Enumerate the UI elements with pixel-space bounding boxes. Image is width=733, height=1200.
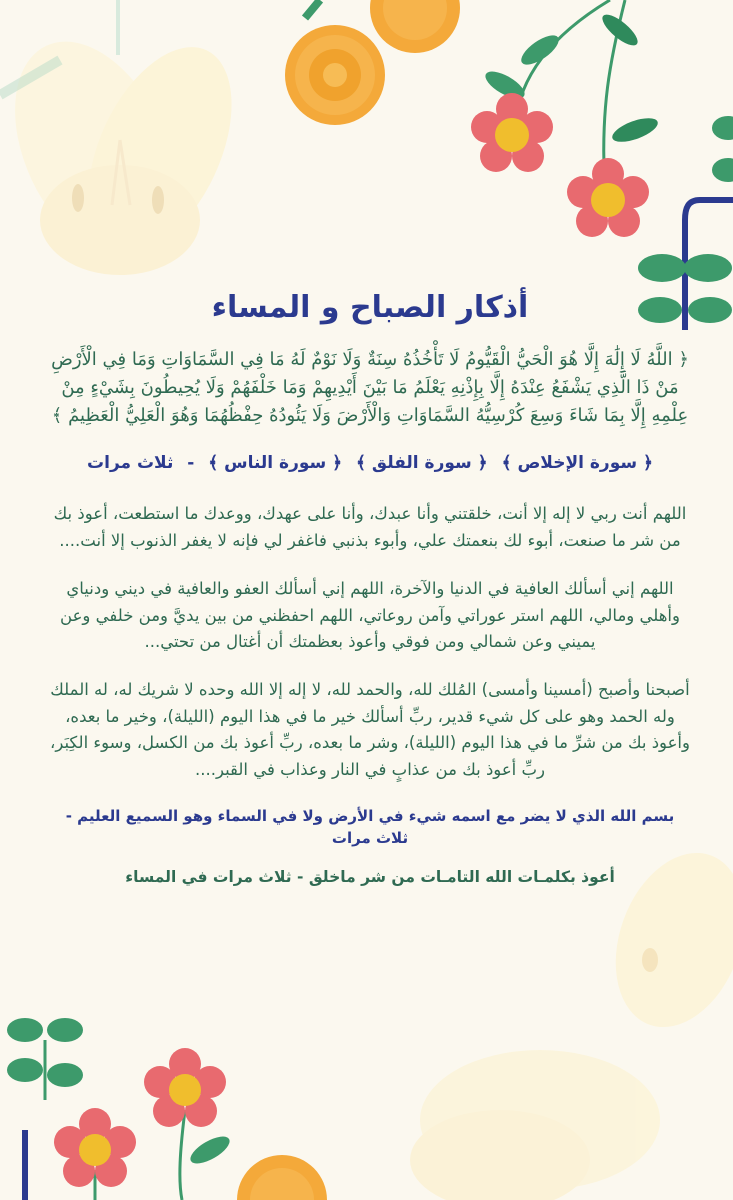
leaf-icon bbox=[47, 1063, 83, 1087]
page-title: أذكار الصباح و المساء bbox=[211, 290, 529, 325]
leaf-icon bbox=[609, 113, 660, 146]
dua-sayyid-alistighfar: اللهم أنت ربي لا إله إلا أنت، خلقتني وأنا عبدك، وأنا على عهدك، ووعدك ما استطعت، أعوذ بك من شر ما صنعت، أبوء لك بنعمتك علي، وأبوء بذنبي فاغفر لي فإنه لا يغفر الذنوب إلا أنت.... bbox=[53, 504, 687, 550]
lily-bottom-center-icon bbox=[410, 1050, 660, 1200]
surah-nas: ﴿ سورة الناس ﴾ bbox=[208, 452, 343, 473]
leaf-icon bbox=[712, 116, 733, 140]
times-label: ثلاث مرات bbox=[87, 452, 174, 473]
pink-flower-icon bbox=[471, 93, 553, 172]
separator: - bbox=[187, 452, 195, 473]
surah-falaq: ﴿ سورة الفلق ﴾ bbox=[356, 452, 488, 473]
leaf-icon bbox=[186, 1131, 233, 1169]
leaf-icon bbox=[47, 1018, 83, 1042]
orange-flower-icon bbox=[370, 0, 460, 53]
leaf-icon bbox=[688, 297, 732, 323]
leaf-icon bbox=[712, 158, 733, 182]
orange-flower-icon bbox=[285, 25, 385, 125]
dua-afiyah: اللهم إني أسألك العافية في الدنيا والآخرة، اللهم إني أسألك العفو والعافية في ديني ودنياي وأهلي ومالي، اللهم استر عوراتي وآمن روعاتي، اللهم احفظني من بين يديَّ ومن خلفي وعن يميني وعن شمالي ومن فوقي وأعوذ بعظمتك أن أغتال من تحتي... bbox=[60, 579, 680, 652]
pink-flower-icon bbox=[567, 158, 649, 237]
orange-flower-icon bbox=[237, 1155, 327, 1200]
leaf-icon bbox=[7, 1058, 43, 1082]
leaf-icon bbox=[7, 1018, 43, 1042]
lily-top-left-icon bbox=[0, 16, 261, 284]
surah-ikhlas: ﴿ سورة الإخلاص ﴾ bbox=[501, 452, 653, 473]
adhkar-content bbox=[50, 290, 690, 889]
leaf-icon bbox=[517, 30, 563, 70]
surahs-line bbox=[50, 452, 690, 476]
dua-asbahna: أصبحنا وأصبح (أمسينا وأمسى) المُلك لله، والحمد لله، لا إله إلا الله وحده لا شريك له، له الملك وله الحمد وهو على كل شيء قدير، ربِّ أسألك خير ما في هذا اليوم (الليلة)، وخير ما بعده، وأعوذ بك من شرِّ ما في هذا اليوم (الليلة)، وشر ما بعده، ربِّ أعوذ بك من الكسل، وسوء الكِبَر، ربِّ أعوذ بك من عذابٍ في النار وعذاب في القبر.... bbox=[50, 680, 690, 779]
ayat-alkursi: ﴿ اللَّهُ لَا إِلَٰهَ إِلَّا هُوَ الْحَيُّ الْقَيُّومُ لَا تَأْخُذُهُ سِنَةٌ وَلَا نَوْمٌ لَهُ مَا فِي السَّمَاوَاتِ وَمَا فِي الْأَرْضِ مَنْ ذَا الَّذِي يَشْفَعُ عِنْدَهُ إِلَّا بِإِذْنِهِ يَعْلَمُ مَا بَيْنَ أَيْدِيهِمْ وَمَا خَلْفَهُمْ وَلَا يُحِيطُونَ بِشَيْءٍ مِنْ عِلْمِهِ إِلَّا بِمَا شَاءَ وَسِعَ كُرْسِيُّهُ السَّمَاوَاتِ وَالْأَرْضَ وَلَا يَئُودُهُ حِفْظُهُمَا وَهُوَ الْعَلِيُّ الْعَظِيمُ ﴾ bbox=[51, 349, 689, 426]
leaf-icon bbox=[684, 254, 732, 282]
aoudh-dhikr: أعوذ بكلمـات الله التامـات من شر ماخلق - ثلاث مرات في المساء bbox=[125, 867, 615, 886]
leaf-icon bbox=[638, 254, 686, 282]
bismillah-dhikr: بسم الله الذي لا يضر مع اسمه شيء في الأرض ولا في السماء وهو السميع العليم - ثلاث مرات bbox=[65, 806, 675, 848]
